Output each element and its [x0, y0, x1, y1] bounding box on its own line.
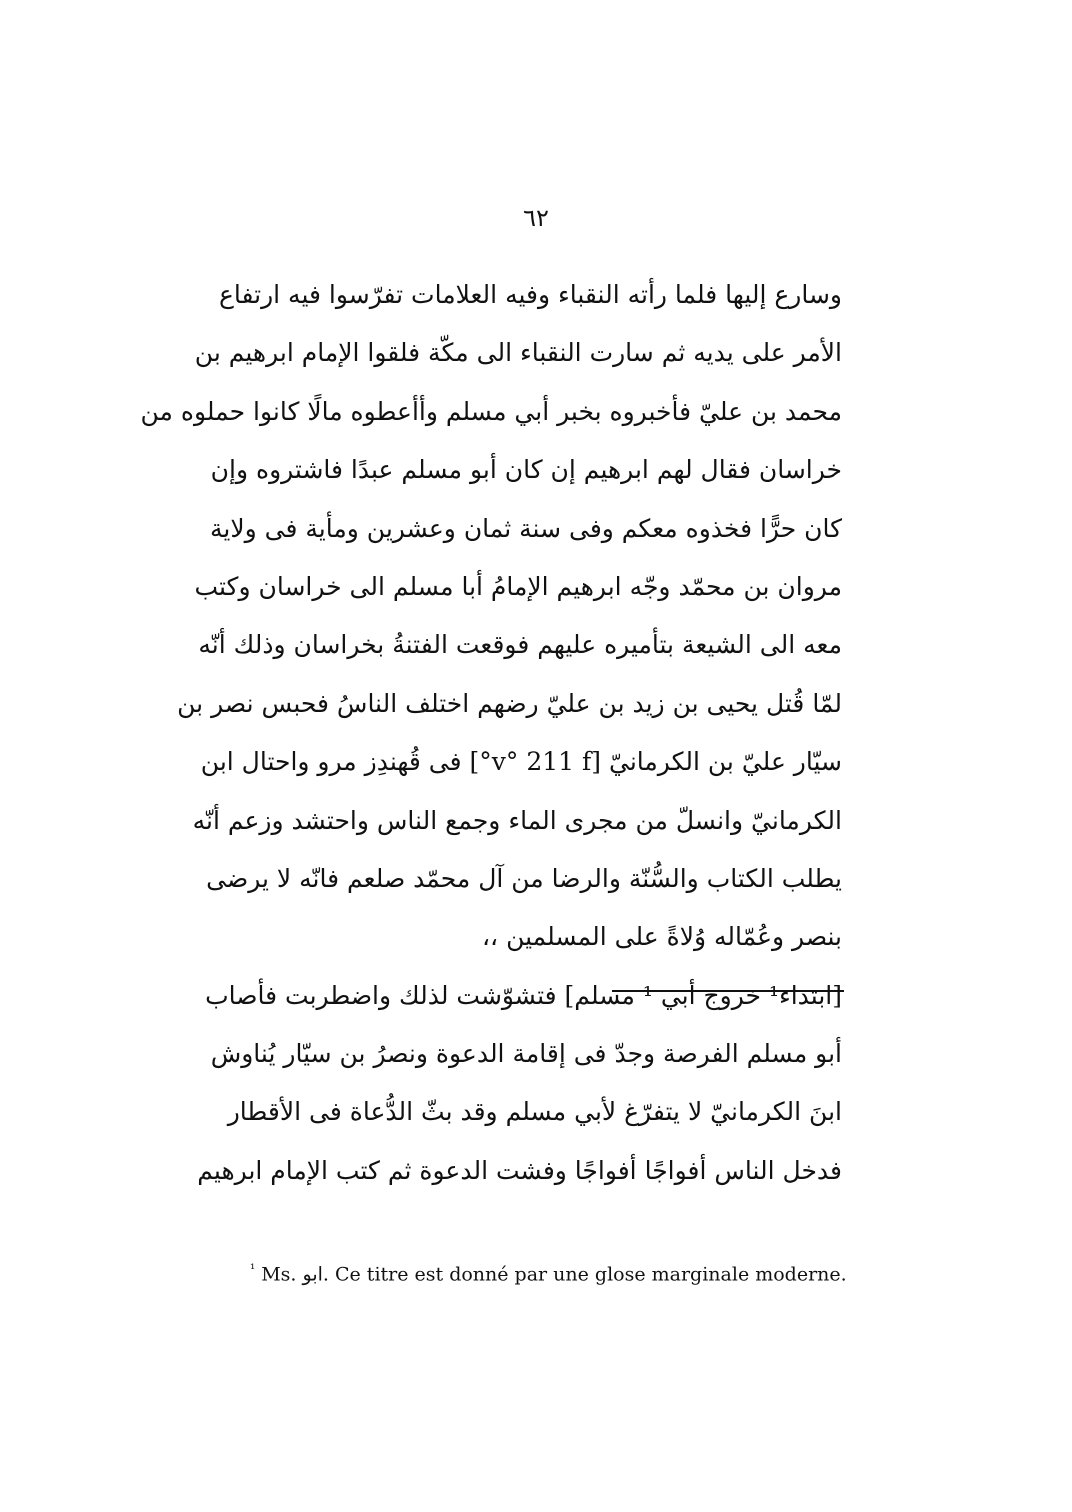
text-line: الكرمانيّ وانسلّ من مجرى الماء وجمع الناس واحتشد وزعم أنّه	[192, 805, 842, 835]
paragraph-end-rule	[612, 990, 844, 992]
text-line: سيّار عليّ بن الكرمانيّ [v° 211 f°] فى قُهندِز مرو واحتال ابن	[200, 747, 842, 777]
text-line: فدخل الناس أفواجًا أفواجًا وفشت الدعوة ثم كتب الإمام ابرهيم	[197, 1155, 842, 1185]
text-line: الأمر على يديه ثم سارت النقباء الى مكّة فلقوا الإمام ابرهيم بن	[194, 338, 842, 368]
footnote-text: Ms. ابو. Ce titre est donné par une glose marginale moderne.	[261, 1263, 847, 1286]
arabic-body-text	[140, 266, 842, 1200]
text-line: مروان بن محمّد وجّه ابرهيم الإمامُ أبا مسلم الى خراسان وكتب	[194, 571, 842, 601]
text-line: ابنَ الكرمانيّ لا يتفرّغ لأبي مسلم وقد بثّ الدُّعاة فى الأقطار	[227, 1097, 842, 1127]
text-line: محمد بن عليّ فأخبروه بخبر أبي مسلم وأأعطوه مالًا كانوا حملوه من	[140, 396, 842, 426]
text-line: بنصر وعُمّاله وُلاةً على المسلمين ،،	[481, 922, 842, 952]
text-line: كان حرًّا فخذوه معكم وفى سنة ثمان وعشرين ومأية فى ولاية	[210, 513, 842, 543]
footnote	[250, 1262, 850, 1285]
text-line: أبو مسلم الفرصة وجدّ فى إقامة الدعوة ونصرُ بن سيّار يُناوش	[210, 1039, 842, 1069]
text-line: معه الى الشيعة بتأميره عليهم فوقعت الفتنةُ بخراسان وذلك أنّه	[198, 630, 842, 660]
section-heading-line: [ابتداء¹ خروج أبي ¹ مسلم] فتشوّشت لذلك واضطربت فأصاب	[205, 980, 842, 1010]
footnote-mark: ¹	[250, 1262, 256, 1277]
text-line: لمّا قُتل يحيى بن زيد بن عليّ رضهم اختلف الناسُ فحبس نصر بن	[177, 688, 842, 718]
text-line: وسارع إليها فلما رأته النقباء وفيه العلامات تفرّسوا فيه ارتفاع	[218, 280, 842, 309]
text-line: خراسان فقال لهم ابرهيم إن كان أبو مسلم عبدًا فاشتروه وإن	[210, 455, 842, 485]
page-number: ٦٢	[523, 204, 549, 232]
text-line: يطلب الكتاب والسُّنّة والرضا من آل محمّد صلعم فانّه لا يرضى	[206, 863, 842, 893]
